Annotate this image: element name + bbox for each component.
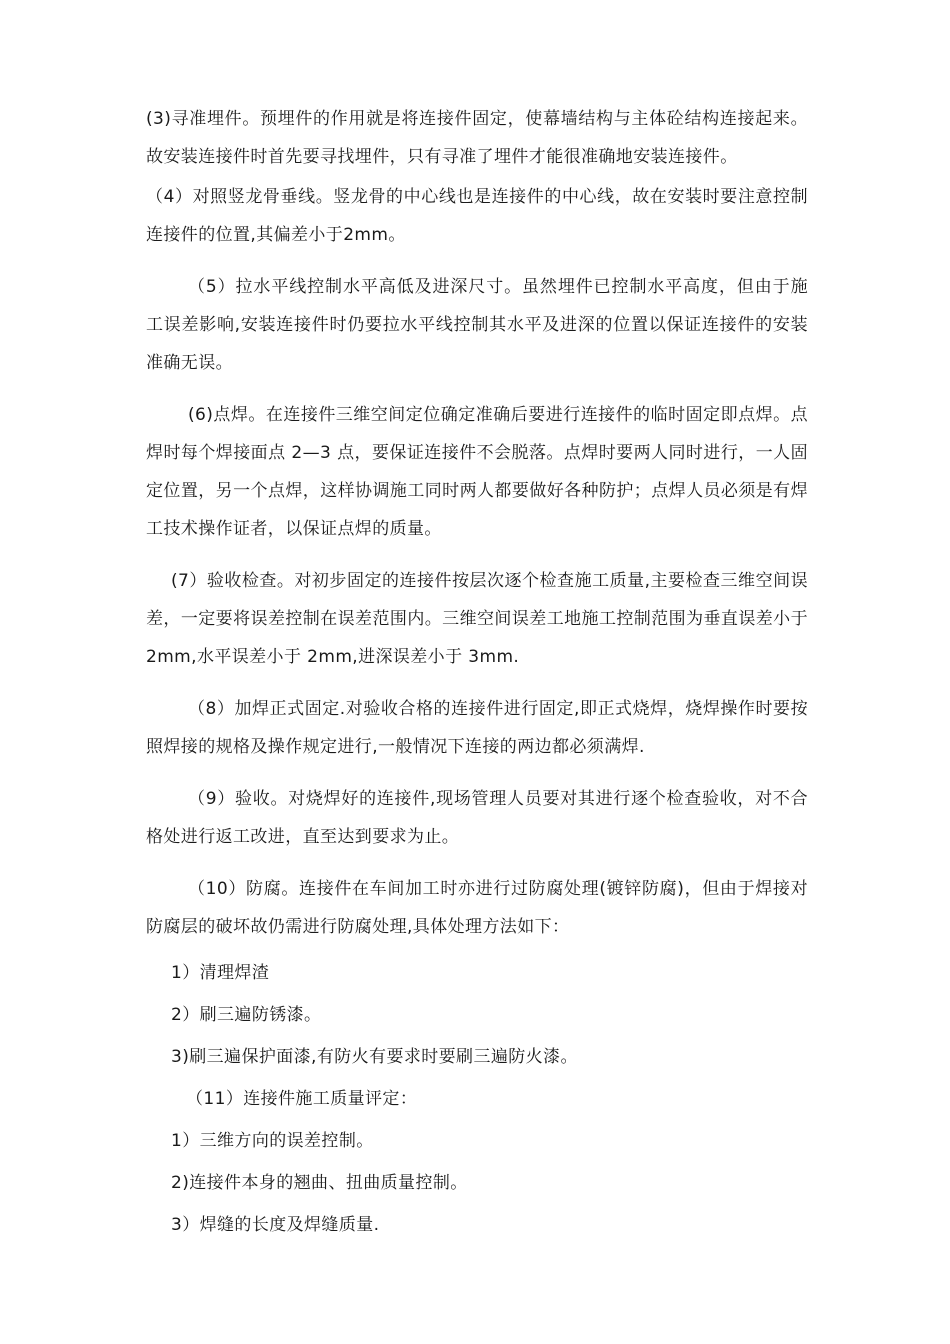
paragraph-9-acceptance: （9）验收。对烧焊好的连接件,现场管理人员要对其进行逐个检查验收，对不合格处进行返工改进，直至达到要求为止。 bbox=[146, 789, 808, 847]
paragraph-10-anticorrosion: （10）防腐。连接件在车间加工时亦进行过防腐处理(镀锌防腐)，但由于焊接对防腐层的破坏故仍需进行防腐处理,具体处理方法如下： bbox=[146, 879, 808, 937]
paragraph-5-horizontal-line: （5）拉水平线控制水平高低及进深尺寸。虽然埋件已控制水平高度，但由于施工误差影响,安装连接件时仍要拉水平线控制其水平及进深的位置以保证连接件的安装准确无误。 bbox=[146, 277, 808, 373]
document-body bbox=[146, 100, 808, 1252]
paragraph-3-find-embedded-parts: (3)寻准埋件。预埋件的作用就是将连接件固定，使幕墙结构与主体砼结构连接起来。故安装连接件时首先要寻找埋件，只有寻准了埋件才能很准确地安装连接件。 bbox=[146, 109, 808, 167]
paragraph-7-inspection: (7）验收检查。对初步固定的连接件按层次逐个检查施工质量,主要检查三维空间误差，一定要将误差控制在误差范围内。三维空间误差工地施工控制范围为垂直误差小于 2mm,水平误差小于 2mm,进深误差小于 3mm. bbox=[146, 571, 808, 667]
quality-assessment-heading: （11）连接件施工质量评定： bbox=[186, 1089, 418, 1109]
anticorrosion-item-3: 3)刷三遍保护面漆,有防火有要求时要刷三遍防火漆。 bbox=[171, 1047, 578, 1067]
quality-item-1: 1）三维方向的误差控制。 bbox=[171, 1131, 374, 1151]
anticorrosion-item-2: 2）刷三遍防锈漆。 bbox=[171, 1005, 322, 1025]
paragraph-8-formal-welding: （8）加焊正式固定.对验收合格的连接件进行固定,即正式烧焊，烧焊操作时要按照焊接的规格及操作规定进行,一般情况下连接的两边都必须满焊. bbox=[146, 699, 808, 757]
quality-item-2: 2)连接件本身的翘曲、扭曲质量控制。 bbox=[171, 1173, 468, 1193]
anticorrosion-item-1: 1）清理焊渣 bbox=[171, 963, 270, 983]
paragraph-4-vertical-keel-line: （4）对照竖龙骨垂线。竖龙骨的中心线也是连接件的中心线，故在安装时要注意控制连接件的位置,其偏差小于2mm。 bbox=[146, 187, 808, 245]
quality-item-3: 3）焊缝的长度及焊缝质量. bbox=[171, 1215, 380, 1235]
paragraph-6-spot-welding: (6)点焊。在连接件三维空间定位确定准确后要进行连接件的临时固定即点焊。点焊时每个焊接面点 2—3 点，要保证连接件不会脱落。点焊时要两人同时进行，一人固定位置，另一个点焊，这样协调施工同时两人都要做好各种防护；点焊人员必须是有焊工技术操作证者，以保证点焊的质量。 bbox=[146, 405, 808, 539]
